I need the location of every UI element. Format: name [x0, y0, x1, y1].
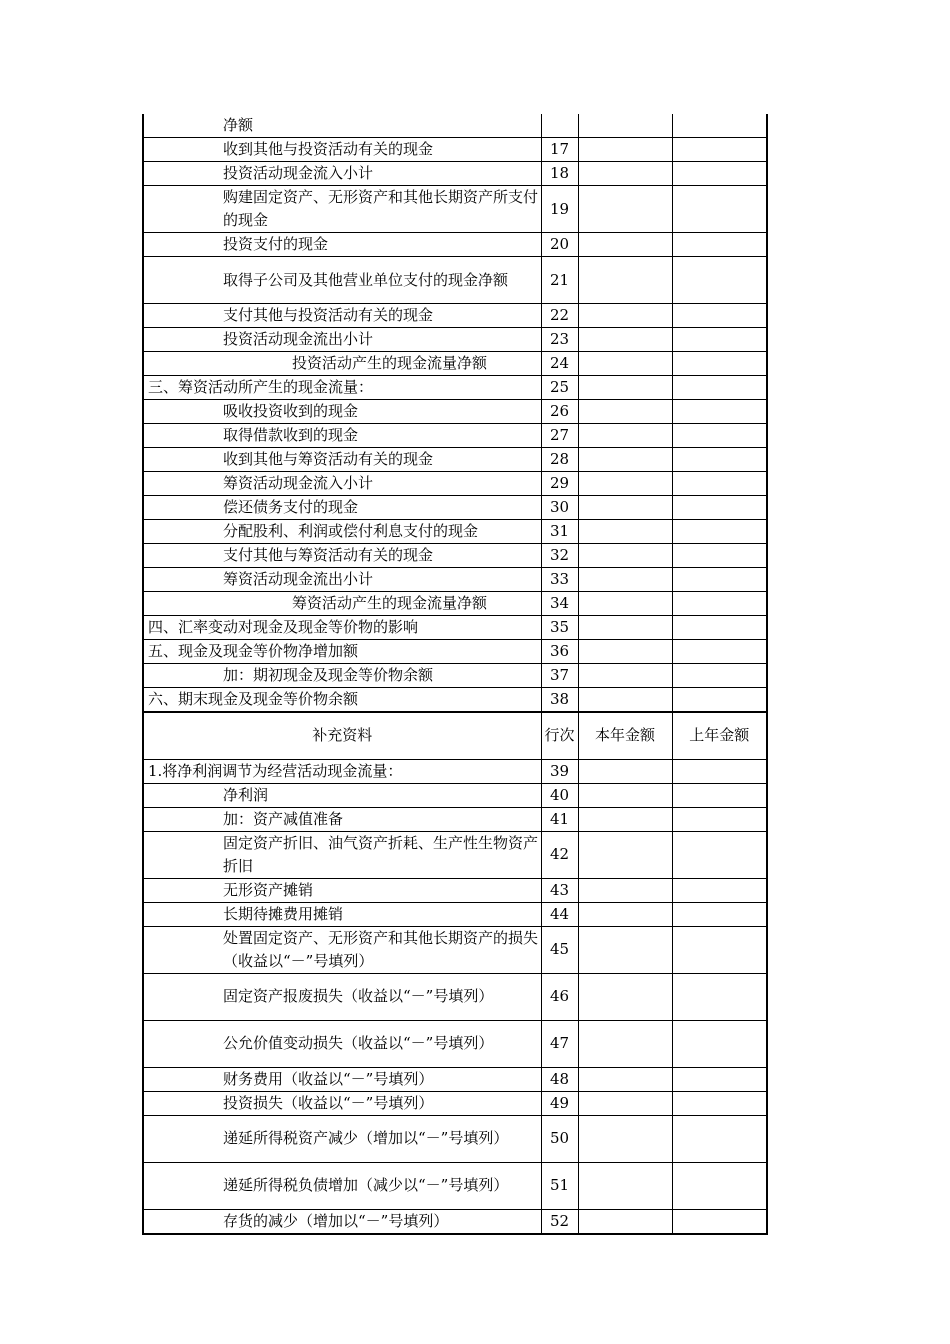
current-year-amount-cell[interactable]	[578, 1209, 672, 1234]
cash-flow-table-body	[143, 114, 767, 1234]
current-year-amount-cell[interactable]	[578, 616, 672, 640]
item-label: 筹资活动现金流出小计	[143, 568, 541, 592]
item-label: 无形资产摊销	[143, 878, 541, 902]
supplement-item-header: 补充资料	[143, 712, 541, 759]
table-row	[143, 114, 767, 138]
table-row	[143, 448, 767, 472]
item-label: 取得借款收到的现金	[143, 424, 541, 448]
prior-year-amount-cell[interactable]	[672, 616, 767, 640]
line-number: 27	[541, 424, 578, 448]
current-year-amount-cell[interactable]	[578, 376, 672, 400]
line-number: 33	[541, 568, 578, 592]
current-year-amount-cell[interactable]	[578, 688, 672, 713]
table-row	[143, 376, 767, 400]
item-label: 三、筹资活动所产生的现金流量：	[143, 376, 541, 400]
table-row	[143, 138, 767, 162]
prior-year-amount-cell[interactable]	[672, 162, 767, 186]
table-row	[143, 400, 767, 424]
current-year-amount-cell[interactable]	[578, 472, 672, 496]
line-number: 30	[541, 496, 578, 520]
table-row	[143, 783, 767, 807]
table-row	[143, 1209, 767, 1234]
table-row	[143, 257, 767, 304]
item-label: 递延所得税资产减少（增加以“－”号填列）	[143, 1115, 541, 1162]
item-label: 财务费用（收益以“－”号填列）	[143, 1067, 541, 1091]
line-number	[541, 114, 578, 138]
current-year-header: 本年金额	[578, 712, 672, 759]
prior-year-amount-cell[interactable]	[672, 592, 767, 616]
item-label: 净额	[143, 114, 541, 138]
item-label: 支付其他与筹资活动有关的现金	[143, 544, 541, 568]
line-number: 43	[541, 878, 578, 902]
line-number: 34	[541, 592, 578, 616]
table-row	[143, 878, 767, 902]
current-year-amount-cell[interactable]	[578, 878, 672, 902]
table-row	[143, 592, 767, 616]
current-year-amount-cell[interactable]	[578, 926, 672, 973]
item-label: 偿还债务支付的现金	[143, 496, 541, 520]
table-row	[143, 1162, 767, 1209]
item-label: 筹资活动现金流入小计	[143, 472, 541, 496]
item-label: 1.将净利润调节为经营活动现金流量：	[143, 759, 541, 783]
current-year-amount-cell[interactable]	[578, 640, 672, 664]
current-year-amount-cell[interactable]	[578, 783, 672, 807]
current-year-amount-cell[interactable]	[578, 544, 672, 568]
line-number: 23	[541, 328, 578, 352]
table-row	[143, 544, 767, 568]
item-label: 固定资产折旧、油气资产折耗、生产性生物资产折旧	[143, 831, 541, 878]
table-row	[143, 926, 767, 973]
item-label: 投资活动产生的现金流量净额	[143, 352, 541, 376]
table-row	[143, 831, 767, 878]
current-year-amount-cell[interactable]	[578, 233, 672, 257]
line-number: 37	[541, 664, 578, 688]
table-row	[143, 520, 767, 544]
line-number: 46	[541, 973, 578, 1020]
prior-year-amount-cell[interactable]	[672, 1091, 767, 1115]
table-row	[143, 1067, 767, 1091]
table-row	[143, 640, 767, 664]
line-number: 20	[541, 233, 578, 257]
prior-year-amount-cell[interactable]	[672, 568, 767, 592]
table-row	[143, 304, 767, 328]
line-number: 44	[541, 902, 578, 926]
line-number: 51	[541, 1162, 578, 1209]
prior-year-amount-cell[interactable]	[672, 186, 767, 233]
line-number: 28	[541, 448, 578, 472]
line-number: 19	[541, 186, 578, 233]
line-number: 32	[541, 544, 578, 568]
prior-year-amount-cell[interactable]	[672, 1162, 767, 1209]
table-row	[143, 568, 767, 592]
prior-year-amount-cell[interactable]	[672, 973, 767, 1020]
prior-year-amount-cell[interactable]	[672, 1209, 767, 1234]
line-number: 52	[541, 1209, 578, 1234]
current-year-amount-cell[interactable]	[578, 448, 672, 472]
item-label: 投资活动现金流出小计	[143, 328, 541, 352]
line-number: 35	[541, 616, 578, 640]
table-row	[143, 328, 767, 352]
line-number: 50	[541, 1115, 578, 1162]
cash-flow-table	[142, 114, 768, 1235]
current-year-amount-cell[interactable]	[578, 1067, 672, 1091]
item-label: 投资损失（收益以“－”号填列）	[143, 1091, 541, 1115]
table-row	[143, 424, 767, 448]
current-year-amount-cell[interactable]	[578, 807, 672, 831]
current-year-amount-cell[interactable]	[578, 114, 672, 138]
prior-year-amount-cell[interactable]	[672, 759, 767, 783]
item-label: 净利润	[143, 783, 541, 807]
item-label: 收到其他与投资活动有关的现金	[143, 138, 541, 162]
prior-year-amount-cell[interactable]	[672, 376, 767, 400]
line-number-header: 行次	[541, 712, 578, 759]
current-year-amount-cell[interactable]	[578, 902, 672, 926]
line-number: 21	[541, 257, 578, 304]
current-year-amount-cell[interactable]	[578, 304, 672, 328]
line-number: 42	[541, 831, 578, 878]
item-label: 收到其他与筹资活动有关的现金	[143, 448, 541, 472]
current-year-amount-cell[interactable]	[578, 1115, 672, 1162]
prior-year-amount-cell[interactable]	[672, 352, 767, 376]
item-label: 取得子公司及其他营业单位支付的现金净额	[143, 257, 541, 304]
prior-year-amount-cell[interactable]	[672, 233, 767, 257]
prior-year-amount-cell[interactable]	[672, 926, 767, 973]
current-year-amount-cell[interactable]	[578, 592, 672, 616]
current-year-amount-cell[interactable]	[578, 400, 672, 424]
prior-year-amount-cell[interactable]	[672, 1115, 767, 1162]
prior-year-amount-cell[interactable]	[672, 1067, 767, 1091]
current-year-amount-cell[interactable]	[578, 257, 672, 304]
prior-year-amount-cell[interactable]	[672, 114, 767, 138]
prior-year-amount-cell[interactable]	[672, 878, 767, 902]
current-year-amount-cell[interactable]	[578, 1091, 672, 1115]
item-label: 投资活动现金流入小计	[143, 162, 541, 186]
prior-year-amount-cell[interactable]	[672, 304, 767, 328]
current-year-amount-cell[interactable]	[578, 352, 672, 376]
line-number: 38	[541, 688, 578, 713]
prior-year-amount-cell[interactable]	[672, 448, 767, 472]
table-row	[143, 973, 767, 1020]
table-row	[143, 1091, 767, 1115]
prior-year-header: 上年金额	[672, 712, 767, 759]
prior-year-amount-cell[interactable]	[672, 424, 767, 448]
table-row	[143, 616, 767, 640]
item-label: 筹资活动产生的现金流量净额	[143, 592, 541, 616]
table-row	[143, 902, 767, 926]
line-number: 41	[541, 807, 578, 831]
line-number: 25	[541, 376, 578, 400]
prior-year-amount-cell[interactable]	[672, 1020, 767, 1067]
item-label: 吸收投资收到的现金	[143, 400, 541, 424]
item-label: 购建固定资产、无形资产和其他长期资产所支付的现金	[143, 186, 541, 233]
line-number: 39	[541, 759, 578, 783]
item-label: 支付其他与投资活动有关的现金	[143, 304, 541, 328]
table-row	[143, 162, 767, 186]
table-row	[143, 233, 767, 257]
prior-year-amount-cell[interactable]	[672, 544, 767, 568]
line-number: 24	[541, 352, 578, 376]
prior-year-amount-cell[interactable]	[672, 807, 767, 831]
prior-year-amount-cell[interactable]	[672, 640, 767, 664]
prior-year-amount-cell[interactable]	[672, 783, 767, 807]
current-year-amount-cell[interactable]	[578, 138, 672, 162]
table-row	[143, 1020, 767, 1067]
line-number: 26	[541, 400, 578, 424]
table-row	[143, 807, 767, 831]
line-number: 31	[541, 520, 578, 544]
line-number: 17	[541, 138, 578, 162]
prior-year-amount-cell[interactable]	[672, 257, 767, 304]
prior-year-amount-cell[interactable]	[672, 400, 767, 424]
current-year-amount-cell[interactable]	[578, 759, 672, 783]
table-row	[143, 496, 767, 520]
line-number: 36	[541, 640, 578, 664]
current-year-amount-cell[interactable]	[578, 568, 672, 592]
item-label: 长期待摊费用摊销	[143, 902, 541, 926]
current-year-amount-cell[interactable]	[578, 424, 672, 448]
current-year-amount-cell[interactable]	[578, 831, 672, 878]
prior-year-amount-cell[interactable]	[672, 688, 767, 713]
prior-year-amount-cell[interactable]	[672, 328, 767, 352]
line-number: 49	[541, 1091, 578, 1115]
item-label: 公允价值变动损失（收益以“－”号填列）	[143, 1020, 541, 1067]
item-label: 四、汇率变动对现金及现金等价物的影响	[143, 616, 541, 640]
prior-year-amount-cell[interactable]	[672, 664, 767, 688]
line-number: 47	[541, 1020, 578, 1067]
table-row	[143, 472, 767, 496]
prior-year-amount-cell[interactable]	[672, 472, 767, 496]
table-row	[143, 664, 767, 688]
prior-year-amount-cell[interactable]	[672, 520, 767, 544]
table-row	[143, 1115, 767, 1162]
line-number: 29	[541, 472, 578, 496]
prior-year-amount-cell[interactable]	[672, 496, 767, 520]
current-year-amount-cell[interactable]	[578, 973, 672, 1020]
table-row	[143, 759, 767, 783]
item-label: 五、现金及现金等价物净增加额	[143, 640, 541, 664]
item-label: 处置固定资产、无形资产和其他长期资产的损失（收益以“－”号填列）	[143, 926, 541, 973]
item-label: 六、期末现金及现金等价物余额	[143, 688, 541, 713]
prior-year-amount-cell[interactable]	[672, 831, 767, 878]
item-label: 分配股利、利润或偿付利息支付的现金	[143, 520, 541, 544]
item-label: 固定资产报废损失（收益以“－”号填列）	[143, 973, 541, 1020]
current-year-amount-cell[interactable]	[578, 1162, 672, 1209]
item-label: 加：期初现金及现金等价物余额	[143, 664, 541, 688]
current-year-amount-cell[interactable]	[578, 1020, 672, 1067]
item-label: 加：资产减值准备	[143, 807, 541, 831]
table-row	[143, 688, 767, 713]
current-year-amount-cell[interactable]	[578, 186, 672, 233]
line-number: 22	[541, 304, 578, 328]
current-year-amount-cell[interactable]	[578, 664, 672, 688]
current-year-amount-cell[interactable]	[578, 520, 672, 544]
item-label: 递延所得税负债增加（减少以“－”号填列）	[143, 1162, 541, 1209]
line-number: 40	[541, 783, 578, 807]
supplement-header-row	[143, 712, 767, 759]
line-number: 45	[541, 926, 578, 973]
prior-year-amount-cell[interactable]	[672, 902, 767, 926]
item-label: 存货的减少（增加以“－”号填列）	[143, 1209, 541, 1234]
prior-year-amount-cell[interactable]	[672, 138, 767, 162]
current-year-amount-cell[interactable]	[578, 496, 672, 520]
current-year-amount-cell[interactable]	[578, 162, 672, 186]
line-number: 48	[541, 1067, 578, 1091]
item-label: 投资支付的现金	[143, 233, 541, 257]
table-row	[143, 352, 767, 376]
line-number: 18	[541, 162, 578, 186]
current-year-amount-cell[interactable]	[578, 328, 672, 352]
table-row	[143, 186, 767, 233]
